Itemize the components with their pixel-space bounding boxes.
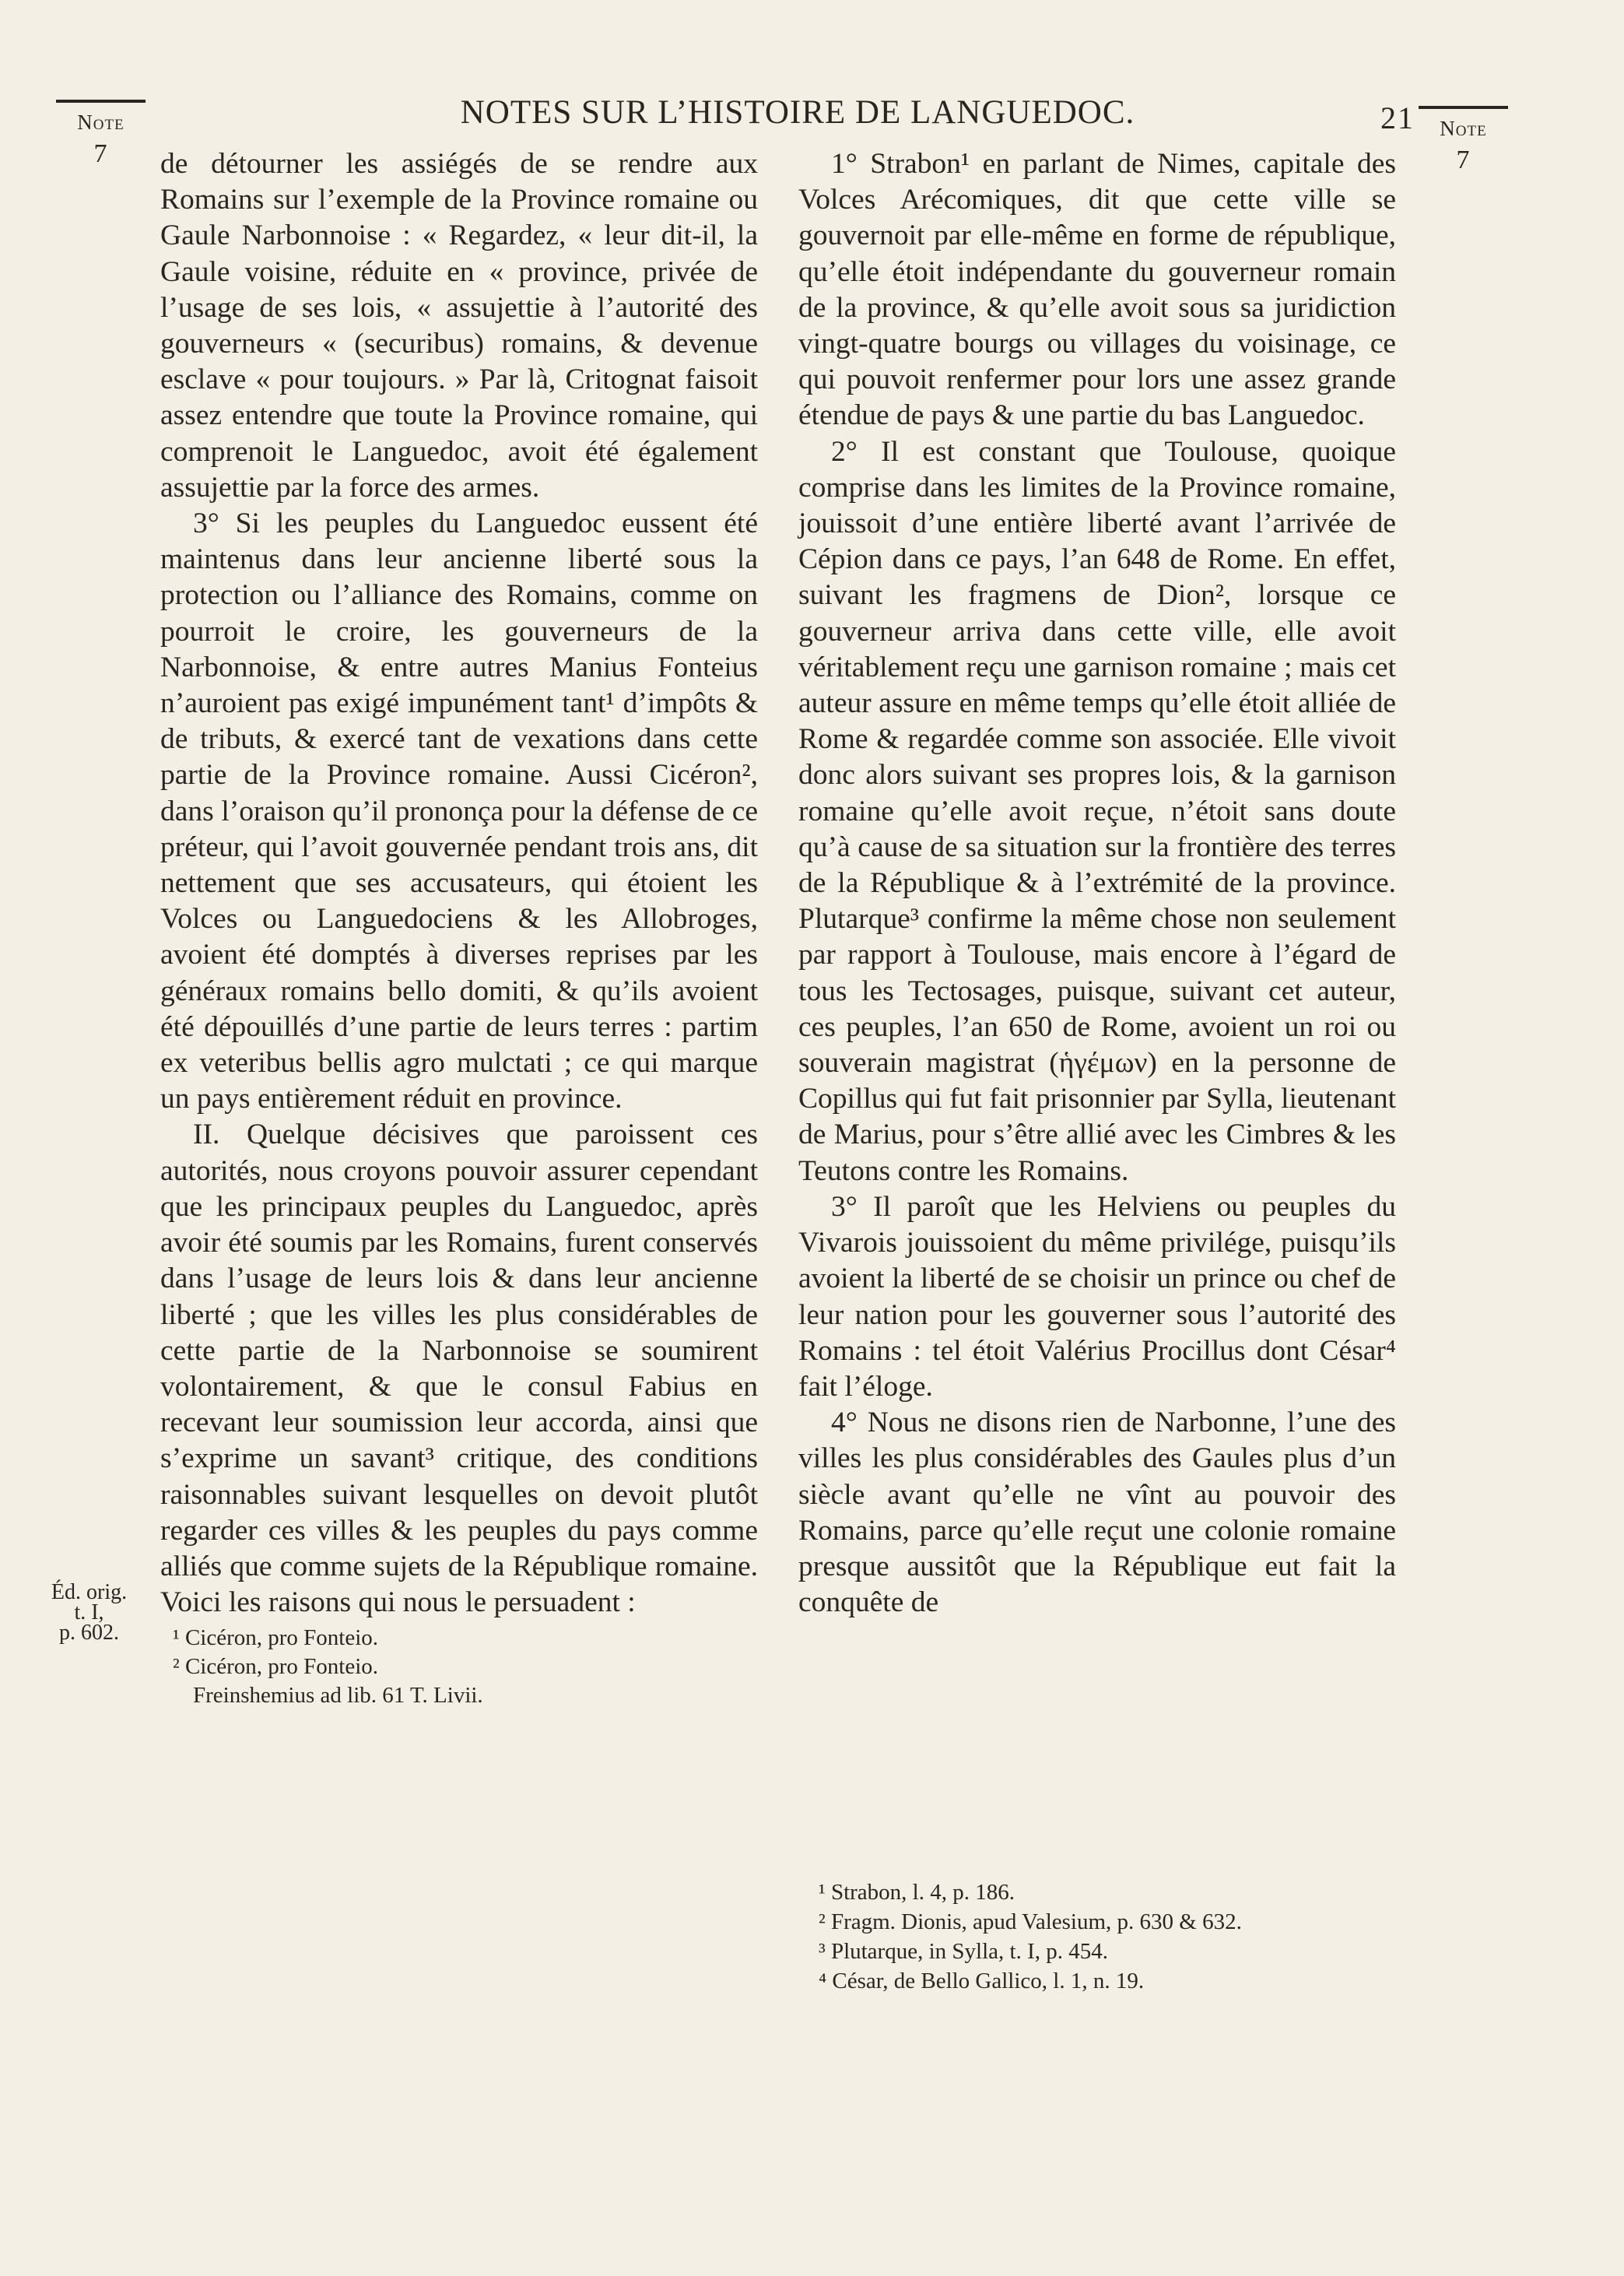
- page-number: 21: [1380, 100, 1415, 135]
- footnote: ⁴ César, de Bello Gallico, l. 1, n. 19.: [819, 1969, 1145, 1993]
- edition-ref-line: t. I,: [74, 1600, 104, 1624]
- note-label-text: Note: [1440, 117, 1487, 140]
- note-number: 7: [93, 139, 108, 168]
- note-number: 7: [1456, 146, 1471, 174]
- note-label-right: [1419, 106, 1508, 175]
- running-title: NOTES SUR L’HISTOIRE DE LANGUEDOC.: [460, 94, 1135, 131]
- left-footnotes: [173, 1624, 655, 1710]
- footnote: ³ Plutarque, in Sylla, t. I, p. 454.: [819, 1939, 1108, 1964]
- paragraph: 3° Si les peuples du Languedoc eussent été maintenus dans leur ancienne liberté sous la protection ou l’alliance des Romains, comme on pourroit le croire, les gouverneurs de la Narbonnoise, & entre autres Manius Fonteius n’auroient pas exigé impunément tant¹ d’impôts & de tributs, & exercé tant de vexations dans cette partie de la Province romaine. Aussi Cicéron², dans l’oraison qu’il prononça pour la défense de ce préteur, qui l’avoit gouvernée pendant trois ans, dit nettement que ses accusateurs, qui étoient les Volces ou Languedociens & les Allobroges, avoient été domptés à diverses reprises par les généraux romains bello domiti, & qu’ils avoient été dépouillés d’une partie de leurs terres : partim ex veteribus bellis agro mulctati ; ce qui marque un pays entièrement réduit en province.: [160, 508, 758, 1115]
- paragraph: 2° Il est constant que Toulouse, quoique comprise dans les limites de la Province romaine, jouissoit d’une entière liberté avant l’arrivée de Cépion dans ce pays, l’an 648 de Rome. En effet, suivant les fragmens de Dion², lorsque ce gouverneur arriva dans cette ville, elle avoit véritablement reçu une garnison romaine ; mais cet auteur assure en même temps qu’elle étoit alliée de Rome & regardée comme son associée. Elle vivoit donc alors suivant ses propres lois, & la garnison romaine qu’elle avoit reçue, n’étoit sans doute qu’à cause de sa situation sur la frontière des terres de la République & à l’extrémité de la province. Plutarque³ confirme la même chose non seulement par rapport à Toulouse, mais encore à l’égard de tous les Tectosages, puisque, suivant cet auteur, ces peuples, l’an 650 de Rome, avoient un roi ou souverain magistrat (ἡγέμων) en la personne de Copillus qui fut fait prisonnier par Sylla, lieutenant de Marius, pour s’être allié avec les Cimbres & les Teutons contre les Romains.: [798, 435, 1396, 1187]
- footnote: ² Fragm. Dionis, apud Valesium, p. 630 & 632.: [819, 1909, 1242, 1934]
- paragraph: 3° Il paroît que les Helviens ou peuples du Vivarois jouissoient du même privilége, puisqu’ils avoient la liberté de se choisir un prince ou chef de leur nation pour les gouverner sous l’autorité des Romains : tel étoit Valérius Procillus dont César⁴ fait l’éloge.: [798, 1190, 1396, 1403]
- footnote: Freinshemius ad lib. 61 T. Livii.: [193, 1683, 483, 1708]
- note-label-left: [56, 100, 146, 169]
- paragraph: 4° Nous ne disons rien de Narbonne, l’une des villes les plus considérables des Gaules plus d’un siècle avant qu’elle ne vînt au pouvoir des Romains, parce qu’elle reçut une colonie romaine presque aussitôt que la République eut fait la conquête de: [798, 1407, 1396, 1619]
- note-label-text: Note: [77, 111, 125, 134]
- right-column: [798, 146, 1396, 1621]
- right-footnotes: [819, 1877, 1410, 1996]
- edition-margin-reference: [40, 1582, 138, 1643]
- left-column: [160, 146, 758, 1621]
- paragraph: de détourner les assiégés de se rendre aux Romains sur l’exemple de la Province romaine ou Gaule Narbonnoise : « Regardez, « leur dit-il, la Gaule voisine, réduite en « province, privée de l’usage de ses lois, « assujettie à l’autorité des gouverneurs « (securibus) romains, & devenue esclave « pour toujours. » Par là, Critognat faisoit assez entendre que toute la Province romaine, qui comprenoit le Languedoc, avoit été également assujettie par la force des armes.: [160, 148, 758, 504]
- edition-ref-line: p. 602.: [59, 1621, 119, 1645]
- paragraph: 1° Strabon¹ en parlant de Nimes, capitale des Volces Arécomiques, dit que cette ville se gouvernoit par elle-même en forme de république, qu’elle étoit indépendante du gouverneur romain de la province, & qu’elle avoit sous sa juridiction vingt-quatre bourgs ou villages du voisinage, ce qui pouvoit renfermer pour lors une assez grande étendue de pays & une partie du bas Languedoc.: [798, 148, 1396, 432]
- footnote: ² Cicéron, pro Fonteio.: [173, 1654, 379, 1679]
- edition-ref-line: Éd. orig.: [51, 1580, 128, 1604]
- footnote: ¹ Strabon, l. 4, p. 186.: [819, 1880, 1015, 1905]
- paragraph: II. Quelque décisives que paroissent ces autorités, nous croyons pouvoir assurer cependant que les principaux peuples du Languedoc, après avoir été soumis par les Romains, furent conservés dans l’usage de leurs lois & dans leur ancienne liberté ; que les villes les plus considérables de cette partie de la Narbonnoise se soumirent volontairement, & que le consul Fabius en recevant leur soumission leur accorda, ainsi que s’exprime un savant³ critique, des conditions raisonnables suivant lesquelles on devoit plutôt regarder ces villes & les peuples du pays comme alliés que comme sujets de la République romaine. Voici les raisons qui nous le persuadent :: [160, 1119, 758, 1619]
- footnote: ¹ Cicéron, pro Fonteio.: [173, 1625, 379, 1650]
